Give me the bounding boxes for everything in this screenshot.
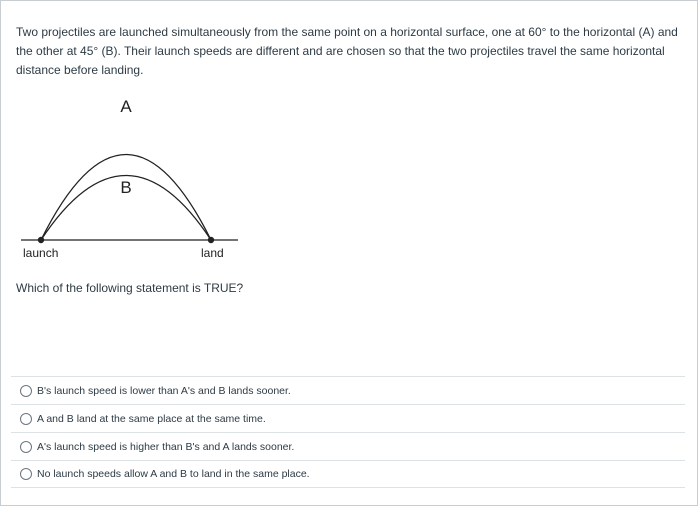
- radio-button[interactable]: [20, 413, 32, 425]
- label-land: land: [201, 246, 224, 260]
- answer-label: A and B land at the same place at the same time.: [37, 412, 266, 425]
- land-point: [208, 237, 214, 243]
- question-prompt: Which of the following statement is TRUE?: [16, 281, 244, 295]
- answer-label: B's launch speed is lower than A's and B lands sooner.: [37, 384, 291, 397]
- label-launch: launch: [23, 246, 59, 260]
- radio-button[interactable]: [20, 468, 32, 480]
- answer-option-2[interactable]: [11, 404, 685, 432]
- answer-list: [11, 376, 685, 488]
- radio-button[interactable]: [20, 441, 32, 453]
- launch-point: [38, 237, 44, 243]
- label-a: A: [120, 97, 132, 116]
- answer-option-1[interactable]: [11, 376, 685, 404]
- answer-label: No launch speeds allow A and B to land in the same place.: [37, 468, 310, 480]
- label-b: B: [120, 178, 132, 197]
- answer-label: A's launch speed is higher than B's and A lands sooner.: [37, 440, 295, 453]
- question-text: Two projectiles are launched simultaneously from the same point on a horizontal surface, one at 60° to the horizontal (A) and the other at 45° (B). Their launch speeds are different and are chosen so that the two projectiles travel the same horizontal distance before landing.: [16, 25, 678, 77]
- answer-option-4[interactable]: [11, 460, 685, 488]
- answer-option-3[interactable]: [11, 432, 685, 460]
- trajectory-a: [41, 155, 211, 241]
- trajectory-diagram: [16, 91, 256, 266]
- radio-button[interactable]: [20, 385, 32, 397]
